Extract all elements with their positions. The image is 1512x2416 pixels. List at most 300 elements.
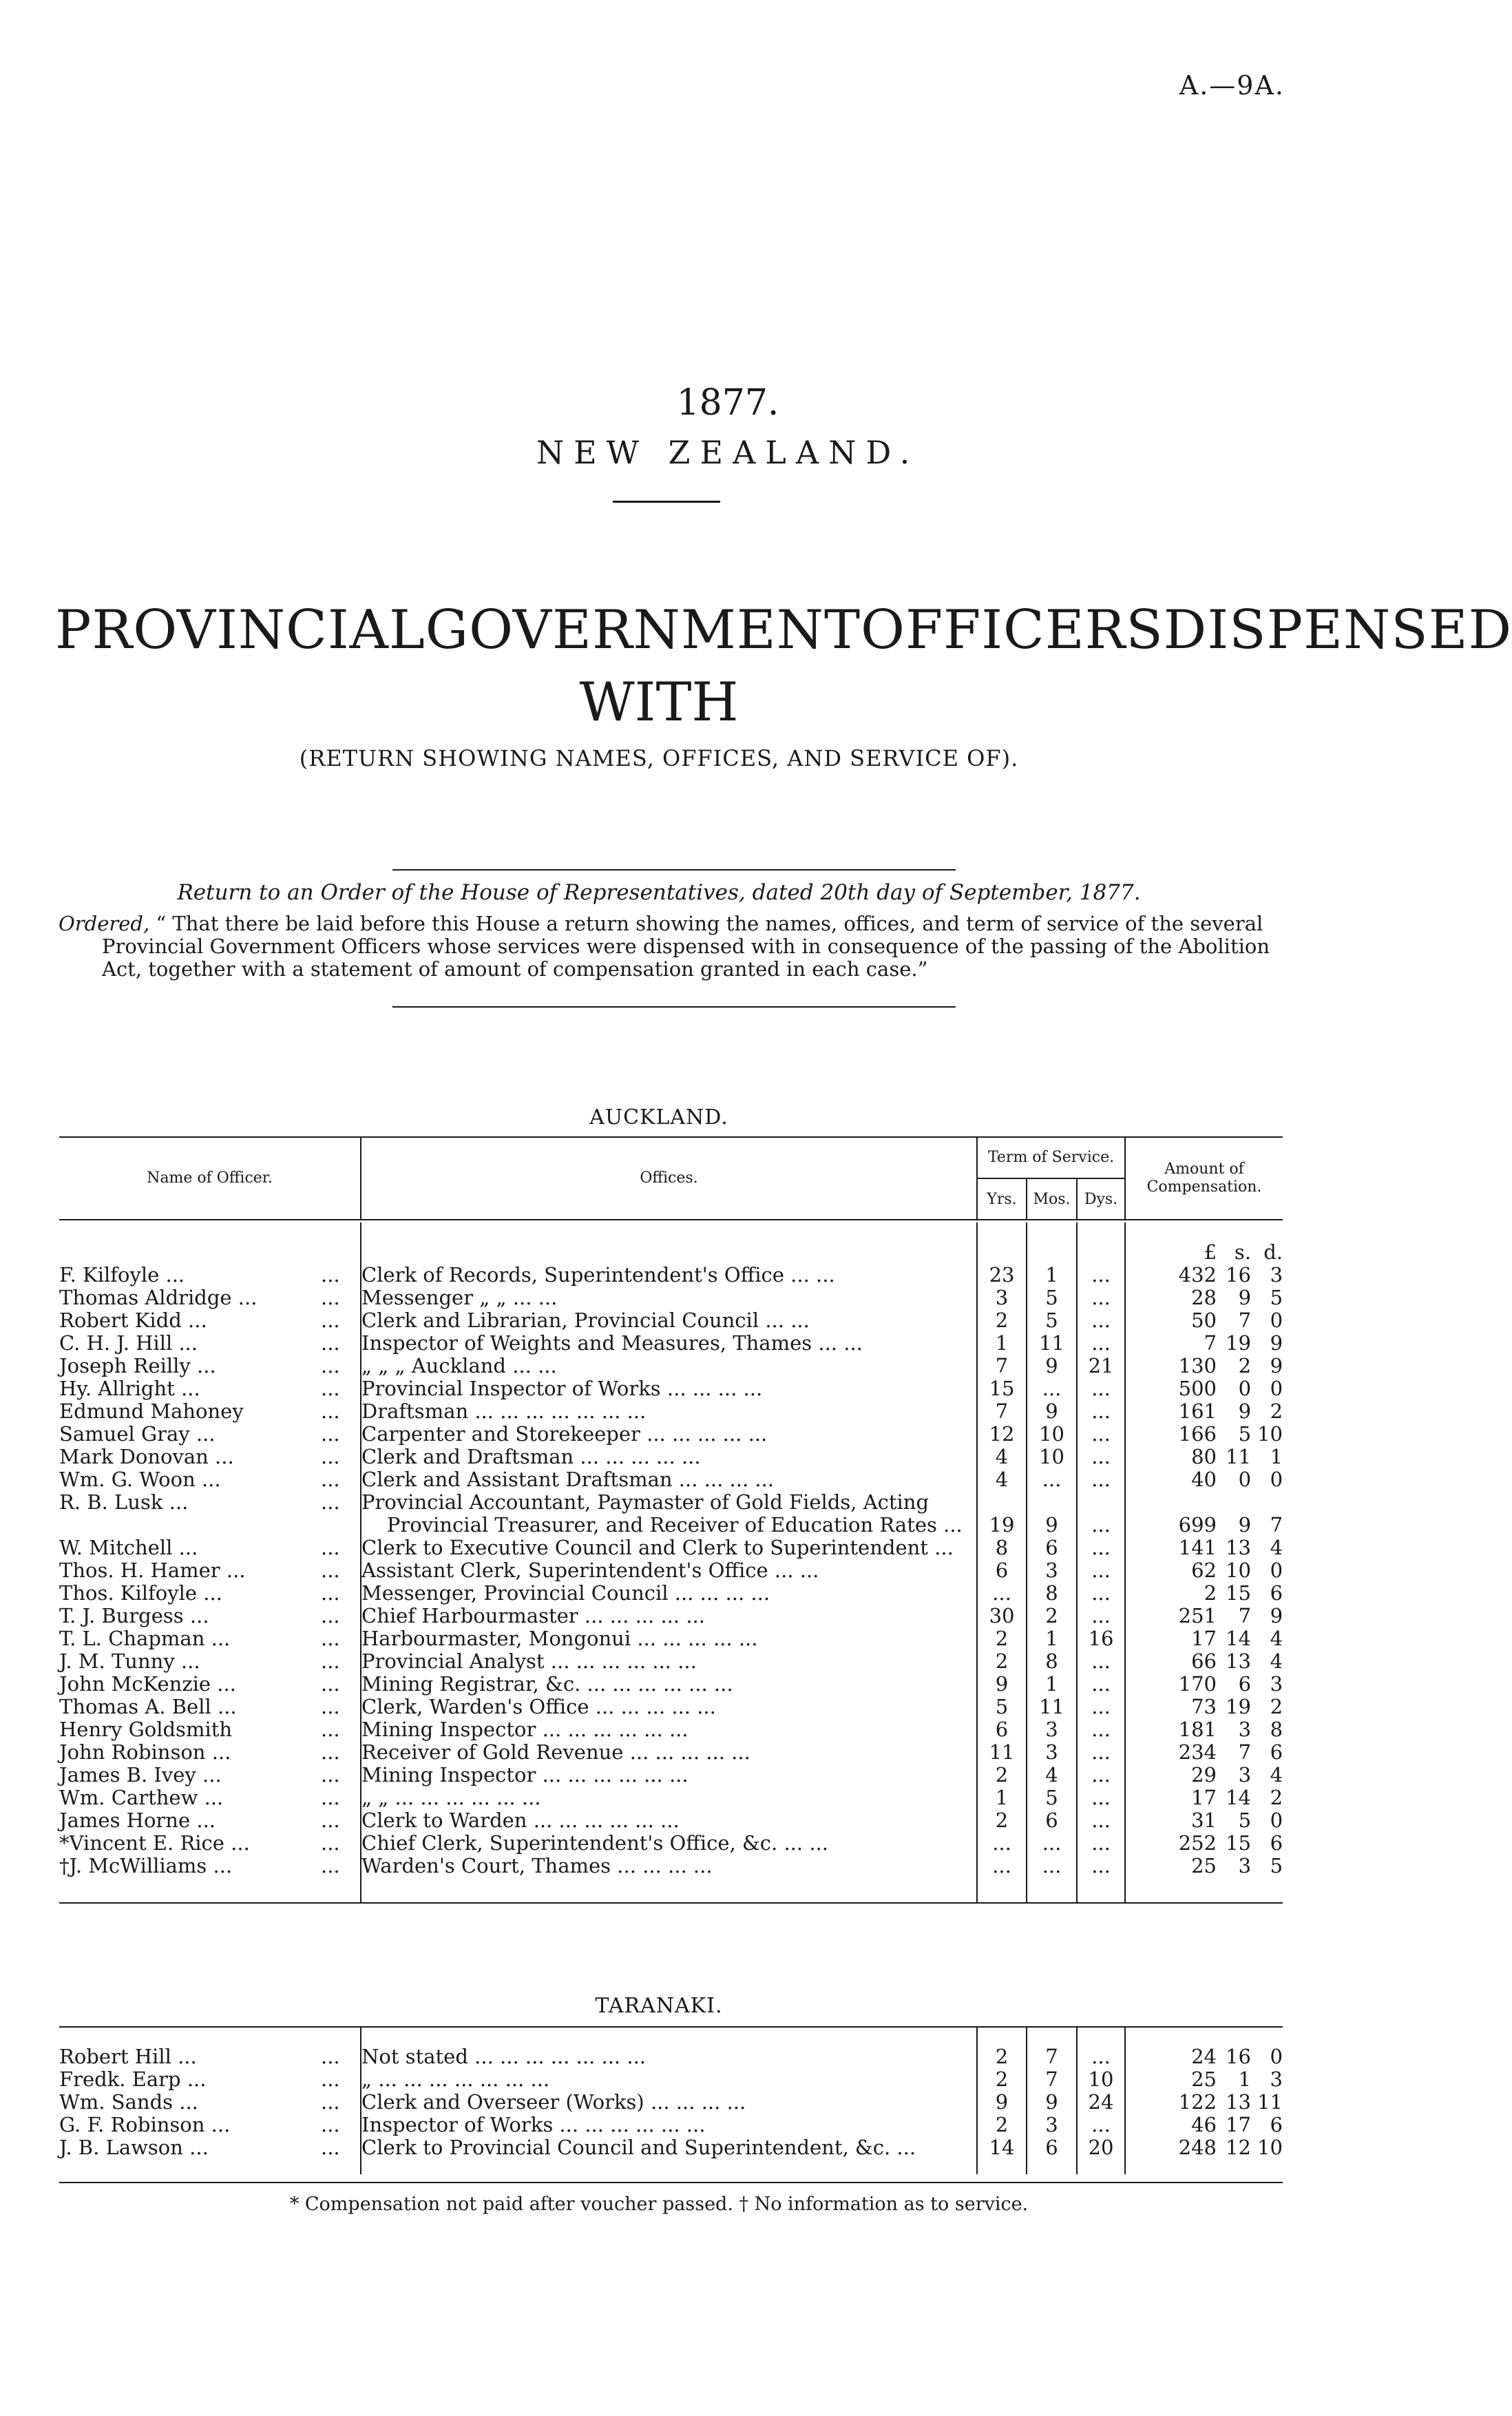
- leader-dots: ...: [321, 1377, 361, 1400]
- leader-dots: ...: [321, 2091, 361, 2114]
- service-years: 2: [977, 2114, 1027, 2136]
- amount-pounds: 25: [1191, 1854, 1217, 1877]
- leader-dots: ...: [321, 1537, 361, 1559]
- table-row: [59, 1673, 1283, 1696]
- compensation-amount: [1126, 1832, 1283, 1855]
- amount-shillings: 10: [1226, 1559, 1252, 1582]
- service-months: 8: [1027, 1650, 1077, 1673]
- service-years: 9: [977, 1673, 1027, 1696]
- service-months: 8: [1027, 1582, 1077, 1605]
- amount-pounds: 73: [1191, 1695, 1217, 1718]
- amount-pence: 11: [1257, 2090, 1283, 2114]
- service-months: 4: [1027, 1764, 1077, 1787]
- service-months: ...: [1027, 1377, 1077, 1400]
- currency-header: [1126, 1241, 1283, 1264]
- table-row: [59, 1696, 1283, 1718]
- header-offices: Offices.: [640, 1169, 698, 1187]
- compensation-amount: [1126, 1696, 1283, 1718]
- service-days: ...: [1077, 1377, 1125, 1400]
- document-reference: A.—9A.: [1179, 70, 1285, 101]
- service-months: 11: [1027, 1332, 1077, 1355]
- service-years: 4: [977, 1446, 1027, 1468]
- divider-top: [392, 869, 956, 871]
- officer-name: James Horne ...: [59, 1809, 216, 1832]
- service-days: ...: [1077, 1832, 1125, 1855]
- title-word-3: OFFICERS: [861, 599, 1164, 661]
- service-days: ...: [1077, 2045, 1125, 2068]
- amount-pounds: 50: [1191, 1309, 1217, 1332]
- service-years: 5: [977, 1696, 1027, 1718]
- amount-pence: 3: [1270, 1263, 1283, 1287]
- amount-shillings: 19: [1226, 1331, 1252, 1355]
- office-title: Chief Harbourmaster ... ... ... ... ...: [361, 1604, 705, 1627]
- office-title: Provincial Accountant, Paymaster of Gold Fields, Acting: [361, 1490, 930, 1514]
- return-line: Return to an Order of the House of Representatives, dated 20th day of September, 1877.: [177, 880, 1141, 905]
- taranaki-bottom-rule: [59, 2182, 1283, 2183]
- compensation-amount: [1126, 1400, 1283, 1423]
- office-title: Mining Inspector ... ... ... ... ... ...: [361, 1763, 689, 1787]
- service-days: ...: [1077, 1400, 1125, 1423]
- leader-dots: ...: [321, 1491, 361, 1514]
- service-days: ...: [1077, 1559, 1125, 1582]
- taranaki-table: [59, 2028, 1283, 2174]
- office-title: Clerk and Draftsman ... ... ... ... ...: [361, 1445, 701, 1468]
- service-days: ...: [1077, 1468, 1125, 1491]
- amount-pence: 0: [1270, 2045, 1283, 2068]
- amount-pence: 3: [1270, 2068, 1283, 2091]
- pounds-label: £: [1204, 1240, 1217, 1264]
- amount-shillings: 13: [1226, 1536, 1252, 1559]
- officer-name: Joseph Reilly ...: [59, 1354, 216, 1377]
- amount-pounds: 161: [1178, 1399, 1217, 1423]
- amount-pence: 2: [1270, 1399, 1283, 1423]
- amount-shillings: 19: [1226, 1695, 1252, 1718]
- short-rule: [613, 501, 720, 503]
- service-months: 7: [1027, 2045, 1077, 2068]
- amount-pounds: 122: [1178, 2090, 1217, 2114]
- compensation-amount: [1126, 1650, 1283, 1673]
- service-months: 2: [1027, 1605, 1077, 1627]
- amount-pence: 0: [1270, 1468, 1283, 1491]
- amount-shillings: 3: [1238, 1718, 1252, 1741]
- service-years: [977, 1491, 1027, 1514]
- amount-pounds: 25: [1191, 2068, 1217, 2091]
- officer-name: Edmund Mahoney: [59, 1399, 244, 1423]
- table-row: [59, 1377, 1283, 1400]
- service-years: 7: [977, 1355, 1027, 1377]
- officer-name: Hy. Allright ...: [59, 1377, 200, 1400]
- service-days: ...: [1077, 1309, 1125, 1332]
- compensation-amount: [1126, 1287, 1283, 1309]
- service-years: 7: [977, 1400, 1027, 1423]
- service-months: 9: [1027, 2091, 1077, 2114]
- office-title: Draftsman ... ... ... ... ... ... ...: [361, 1399, 647, 1423]
- compensation-amount: [1126, 1355, 1283, 1377]
- service-months: 3: [1027, 1559, 1077, 1582]
- service-days: ...: [1077, 1650, 1125, 1673]
- compensation-amount: [1126, 1809, 1283, 1832]
- amount-pounds: 7: [1204, 1331, 1217, 1355]
- amount-pounds: 234: [1178, 1740, 1217, 1764]
- compensation-amount: [1126, 1627, 1283, 1650]
- compensation-amount: [1126, 1264, 1283, 1287]
- amount-pounds: 62: [1191, 1559, 1217, 1582]
- leader-dots: ...: [321, 1832, 361, 1855]
- service-years: 1: [977, 1332, 1027, 1355]
- compensation-amount: [1126, 1468, 1283, 1491]
- table-row: [59, 1559, 1283, 1582]
- compensation-amount: [1126, 1559, 1283, 1582]
- leader-dots: ...: [321, 1582, 361, 1605]
- amount-pence: 2: [1270, 1695, 1283, 1718]
- leader-dots: ...: [321, 2068, 361, 2091]
- service-days: 24: [1077, 2091, 1125, 2114]
- service-months: 10: [1027, 1423, 1077, 1446]
- auckland-rows: [59, 1264, 1283, 1877]
- pence-label: d.: [1263, 1240, 1283, 1264]
- service-months: 1: [1027, 1627, 1077, 1650]
- amount-shillings: 1: [1238, 2068, 1251, 2091]
- amount-pence: 4: [1270, 1763, 1283, 1787]
- amount-shillings: 0: [1238, 1468, 1252, 1491]
- amount-pence: 0: [1270, 1809, 1283, 1832]
- amount-pence: 6: [1270, 1740, 1283, 1764]
- compensation-amount: [1126, 1332, 1283, 1355]
- leader-dots: ...: [321, 1650, 361, 1673]
- officer-name: Thos. H. Hamer ...: [59, 1559, 246, 1582]
- auckland-title: AUCKLAND.: [589, 1105, 728, 1129]
- service-months: 6: [1027, 2136, 1077, 2159]
- amount-pence: 9: [1270, 1354, 1283, 1377]
- table-row: [59, 2045, 1283, 2068]
- office-title: Receiver of Gold Revenue ... ... ... ... ...: [361, 1740, 750, 1764]
- amount-pounds: 166: [1178, 1422, 1217, 1446]
- table-row: [59, 1741, 1283, 1764]
- title-line-2: WITH: [579, 671, 739, 733]
- service-years: 2: [977, 1309, 1027, 1332]
- amount-pounds: 24: [1191, 2045, 1217, 2068]
- compensation-amount: [1126, 2068, 1283, 2091]
- amount-pence: 0: [1270, 1559, 1283, 1582]
- service-days: ...: [1077, 1423, 1125, 1446]
- service-years: 19: [977, 1514, 1027, 1537]
- service-years: 2: [977, 1650, 1027, 1673]
- service-months: 10: [1027, 1446, 1077, 1468]
- service-days: ...: [1077, 1696, 1125, 1718]
- service-years: 2: [977, 1627, 1027, 1650]
- service-days: 10: [1077, 2068, 1125, 2091]
- service-months: ...: [1027, 1832, 1077, 1855]
- office-title: Clerk to Provincial Council and Superintendent, &c. ...: [361, 2136, 916, 2159]
- office-title: Clerk, Warden's Office ... ... ... ... ...: [361, 1695, 716, 1718]
- amount-shillings: 5: [1238, 1422, 1252, 1446]
- table-row: [59, 1650, 1283, 1673]
- table-row: [59, 1264, 1283, 1287]
- amount-pounds: 432: [1178, 1263, 1217, 1287]
- service-days: ...: [1077, 1809, 1125, 1832]
- amount-shillings: 16: [1226, 2045, 1251, 2068]
- table-row: [59, 1764, 1283, 1787]
- officer-name: Mark Donovan ...: [59, 1445, 234, 1468]
- leader-dots: ...: [321, 1627, 361, 1650]
- leader-dots: ...: [321, 2136, 361, 2159]
- amount-pounds: 181: [1178, 1718, 1217, 1741]
- service-months: 5: [1027, 1309, 1077, 1332]
- service-years: 8: [977, 1537, 1027, 1559]
- amount-pounds: 28: [1191, 1286, 1217, 1309]
- amount-pence: 7: [1270, 1513, 1283, 1537]
- amount-pounds: 170: [1178, 1672, 1217, 1696]
- office-title: „ „ ... ... ... ... ... ...: [361, 1786, 541, 1809]
- service-months: 1: [1027, 1264, 1077, 1287]
- amount-pounds: 29: [1191, 1763, 1217, 1787]
- amount-shillings: 11: [1226, 1445, 1252, 1468]
- compensation-amount: [1126, 1855, 1283, 1877]
- service-days: 16: [1077, 1627, 1125, 1650]
- table-row: [59, 2136, 1283, 2159]
- service-months: 5: [1027, 1787, 1077, 1809]
- amount-pence: 6: [1270, 2113, 1283, 2136]
- service-months: 1: [1027, 1673, 1077, 1696]
- amount-pounds: 46: [1191, 2113, 1217, 2136]
- amount-shillings: 9: [1238, 1513, 1252, 1537]
- table-row: [59, 1287, 1283, 1309]
- year-heading: 1877.: [676, 382, 779, 424]
- service-days: ...: [1077, 1718, 1125, 1741]
- amount-pence: 8: [1270, 1718, 1283, 1741]
- office-title: Warden's Court, Thames ... ... ... ...: [361, 1854, 713, 1877]
- amount-pence: 10: [1257, 2136, 1283, 2159]
- leader-dots: ...: [321, 1809, 361, 1832]
- leader-dots: ...: [321, 1264, 361, 1287]
- amount-shillings: 7: [1238, 1740, 1252, 1764]
- office-title: Assistant Clerk, Superintendent's Office ... ...: [361, 1559, 819, 1582]
- compensation-amount: [1126, 1741, 1283, 1764]
- service-years: 9: [977, 2091, 1027, 2114]
- officer-name: Samuel Gray ...: [59, 1422, 216, 1446]
- service-months: 3: [1027, 1718, 1077, 1741]
- service-days: ...: [1077, 1787, 1125, 1809]
- compensation-amount: [1126, 1582, 1283, 1605]
- compensation-amount: [1126, 1423, 1283, 1446]
- service-days: ...: [1077, 1673, 1125, 1696]
- compensation-amount: [1126, 2114, 1283, 2136]
- amount-pounds: 248: [1178, 2136, 1217, 2159]
- compensation-amount: [1126, 1787, 1283, 1809]
- officer-name: Wm. G. Woon ...: [59, 1468, 221, 1491]
- compensation-amount: [1126, 1514, 1283, 1537]
- amount-shillings: 3: [1238, 1854, 1252, 1877]
- title-word-2: GOVERNMENT: [425, 599, 861, 661]
- amount-pence: 2: [1270, 1786, 1283, 1809]
- compensation-amount: [1126, 1718, 1283, 1741]
- country-heading: NEW ZEALAND.: [536, 434, 920, 471]
- amount-pence: 1: [1270, 1445, 1283, 1468]
- compensation-amount: [1126, 1673, 1283, 1696]
- amount-shillings: 2: [1238, 1354, 1252, 1377]
- office-title: Clerk and Librarian, Provincial Council ... ...: [361, 1309, 810, 1332]
- service-years: 4: [977, 1468, 1027, 1491]
- service-months: 9: [1027, 1355, 1077, 1377]
- compensation-amount: [1126, 1377, 1283, 1400]
- divider-bottom: [392, 1006, 956, 1008]
- service-days: ...: [1077, 1605, 1125, 1627]
- service-months: ...: [1027, 1468, 1077, 1491]
- leader-dots: [321, 1514, 361, 1537]
- office-title: Clerk to Warden ... ... ... ... ... ...: [361, 1809, 680, 1832]
- header-mos: Mos.: [1027, 1178, 1077, 1220]
- amount-pounds: 141: [1178, 1536, 1217, 1559]
- officer-name: Robert Kidd ...: [59, 1309, 207, 1332]
- leader-dots: ...: [321, 1332, 361, 1355]
- service-years: 14: [977, 2136, 1027, 2159]
- service-months: 7: [1027, 2068, 1077, 2091]
- service-days: ...: [1077, 1446, 1125, 1468]
- officer-name: C. H. J. Hill ...: [59, 1331, 198, 1355]
- leader-dots: ...: [321, 1718, 361, 1741]
- compensation-amount: [1126, 2045, 1283, 2068]
- amount-shillings: 9: [1238, 1286, 1252, 1309]
- table-row: [59, 1514, 1283, 1537]
- office-title: Messenger, Provincial Council ... ... ... ...: [361, 1581, 770, 1605]
- service-months: 3: [1027, 2114, 1077, 2136]
- auckland-bottom-rule: [59, 1902, 1283, 1904]
- leader-dots: ...: [321, 2045, 361, 2068]
- service-years: ...: [977, 1855, 1027, 1877]
- amount-pence: 0: [1270, 1309, 1283, 1332]
- service-days: ...: [1077, 1764, 1125, 1787]
- service-days: ...: [1077, 1537, 1125, 1559]
- officer-name: Robert Hill ...: [59, 2045, 197, 2068]
- amount-shillings: 17: [1226, 2113, 1251, 2136]
- office-title: Harbourmaster, Mongonui ... ... ... ... ...: [361, 1627, 758, 1650]
- leader-dots: ...: [321, 1559, 361, 1582]
- amount-pence: 5: [1270, 1286, 1283, 1309]
- officer-name: Wm. Sands ...: [59, 2090, 198, 2114]
- office-title: Clerk and Overseer (Works) ... ... ... ...: [361, 2090, 746, 2114]
- office-title: Provincial Inspector of Works ... ... ... ...: [361, 1377, 763, 1400]
- amount-shillings: 16: [1226, 1263, 1252, 1287]
- service-years: 2: [977, 2068, 1027, 2091]
- amount-pounds: 66: [1191, 1649, 1217, 1673]
- service-days: ...: [1077, 1514, 1125, 1537]
- officer-name: J. B. Lawson ...: [59, 2136, 209, 2159]
- office-title: Inspector of Works ... ... ... ... ... ...: [361, 2113, 706, 2136]
- leader-dots: ...: [321, 1855, 361, 1877]
- service-months: 6: [1027, 1809, 1077, 1832]
- amount-pounds: 40: [1191, 1468, 1217, 1491]
- service-days: 20: [1077, 2136, 1125, 2159]
- title-word-4: DISPENSED: [1163, 599, 1512, 661]
- leader-dots: ...: [321, 2114, 361, 2136]
- service-days: 21: [1077, 1355, 1125, 1377]
- amount-shillings: 7: [1238, 1309, 1252, 1332]
- office-title: Clerk of Records, Superintendent's Office ... ...: [361, 1263, 835, 1287]
- table-row: [59, 1309, 1283, 1332]
- compensation-amount: [1126, 1764, 1283, 1787]
- service-years: 6: [977, 1559, 1027, 1582]
- leader-dots: ...: [321, 1287, 361, 1309]
- amount-shillings: 0: [1238, 1377, 1252, 1400]
- service-months: 9: [1027, 1400, 1077, 1423]
- amount-pence: 4: [1270, 1649, 1283, 1673]
- title-line-1: [55, 599, 1512, 661]
- amount-pence: 6: [1270, 1831, 1283, 1855]
- amount-shillings: 13: [1226, 1649, 1252, 1673]
- compensation-amount: [1126, 2091, 1283, 2114]
- ordered-body: “ That there be laid before this House a return showing the names, offices, and term of service of the several Provincial Government Officers whose services were dispensed with in consequence of the passing of the Abolition Act, together with a statement of amount of compensation granted in each case.”: [102, 912, 1270, 981]
- amount-shillings: 14: [1226, 1786, 1252, 1809]
- service-years: ...: [977, 1832, 1027, 1855]
- amount-shillings: 3: [1238, 1763, 1252, 1787]
- office-title: Carpenter and Storekeeper ... ... ... ... ...: [361, 1422, 768, 1446]
- leader-dots: ...: [321, 1309, 361, 1332]
- table-row: [59, 1423, 1283, 1446]
- table-row: [59, 1332, 1283, 1355]
- service-days: [1077, 1491, 1125, 1514]
- amount-shillings: 15: [1226, 1831, 1252, 1855]
- amount-pounds: 699: [1178, 1513, 1217, 1537]
- officer-name: W. Mitchell ...: [59, 1536, 198, 1559]
- officer-name: G. F. Robinson ...: [59, 2113, 231, 2136]
- officer-name: John McKenzie ...: [59, 1672, 236, 1696]
- leader-dots: ...: [321, 1741, 361, 1764]
- leader-dots: ...: [321, 1468, 361, 1491]
- header-term: Term of Service.: [977, 1137, 1125, 1178]
- amount-pounds: 80: [1191, 1445, 1217, 1468]
- service-years: 2: [977, 1764, 1027, 1787]
- amount-pence: 10: [1257, 1422, 1283, 1446]
- amount-pence: 9: [1270, 1604, 1283, 1627]
- header-dys: Dys.: [1077, 1178, 1125, 1220]
- auckland-table: [59, 1137, 1283, 1902]
- service-years: 30: [977, 1605, 1027, 1627]
- office-title: „ „ „ Auckland ... ...: [361, 1354, 557, 1377]
- service-years: 1: [977, 1787, 1027, 1809]
- service-years: 15: [977, 1377, 1027, 1400]
- service-years: 2: [977, 2045, 1027, 2068]
- office-title: „ ... ... ... ... ... ... ...: [361, 2068, 550, 2091]
- service-days: ...: [1077, 1264, 1125, 1287]
- office-title: Messenger „ „ ... ...: [361, 1286, 558, 1309]
- amount-pounds: 500: [1178, 1377, 1217, 1400]
- leader-dots: ...: [321, 1787, 361, 1809]
- officer-name: T. J. Burgess ...: [59, 1604, 209, 1627]
- header-name: Name of Officer.: [59, 1137, 361, 1220]
- officer-name: Thomas A. Bell ...: [59, 1695, 237, 1718]
- service-years: 6: [977, 1718, 1027, 1741]
- amount-shillings: 6: [1238, 1672, 1252, 1696]
- leader-dots: ...: [321, 1355, 361, 1377]
- service-days: ...: [1077, 1855, 1125, 1877]
- amount-pounds: 31: [1191, 1809, 1217, 1832]
- amount-pence: 3: [1270, 1672, 1283, 1696]
- table-row: [59, 1787, 1283, 1809]
- table-row: [59, 2068, 1283, 2091]
- table-row: [59, 1605, 1283, 1627]
- table-row: [59, 2091, 1283, 2114]
- compensation-amount: [1126, 1605, 1283, 1627]
- officer-name: Henry Goldsmith: [59, 1718, 233, 1741]
- amount-shillings: 7: [1238, 1604, 1252, 1627]
- officer-name: Wm. Carthew ...: [59, 1786, 224, 1809]
- service-years: 12: [977, 1423, 1027, 1446]
- amount-pence: 9: [1270, 1331, 1283, 1355]
- office-title: Not stated ... ... ... ... ... ... ...: [361, 2045, 647, 2068]
- ordered-lead: Ordered,: [59, 912, 150, 935]
- table-row: [59, 1491, 1283, 1514]
- leader-dots: ...: [321, 1764, 361, 1787]
